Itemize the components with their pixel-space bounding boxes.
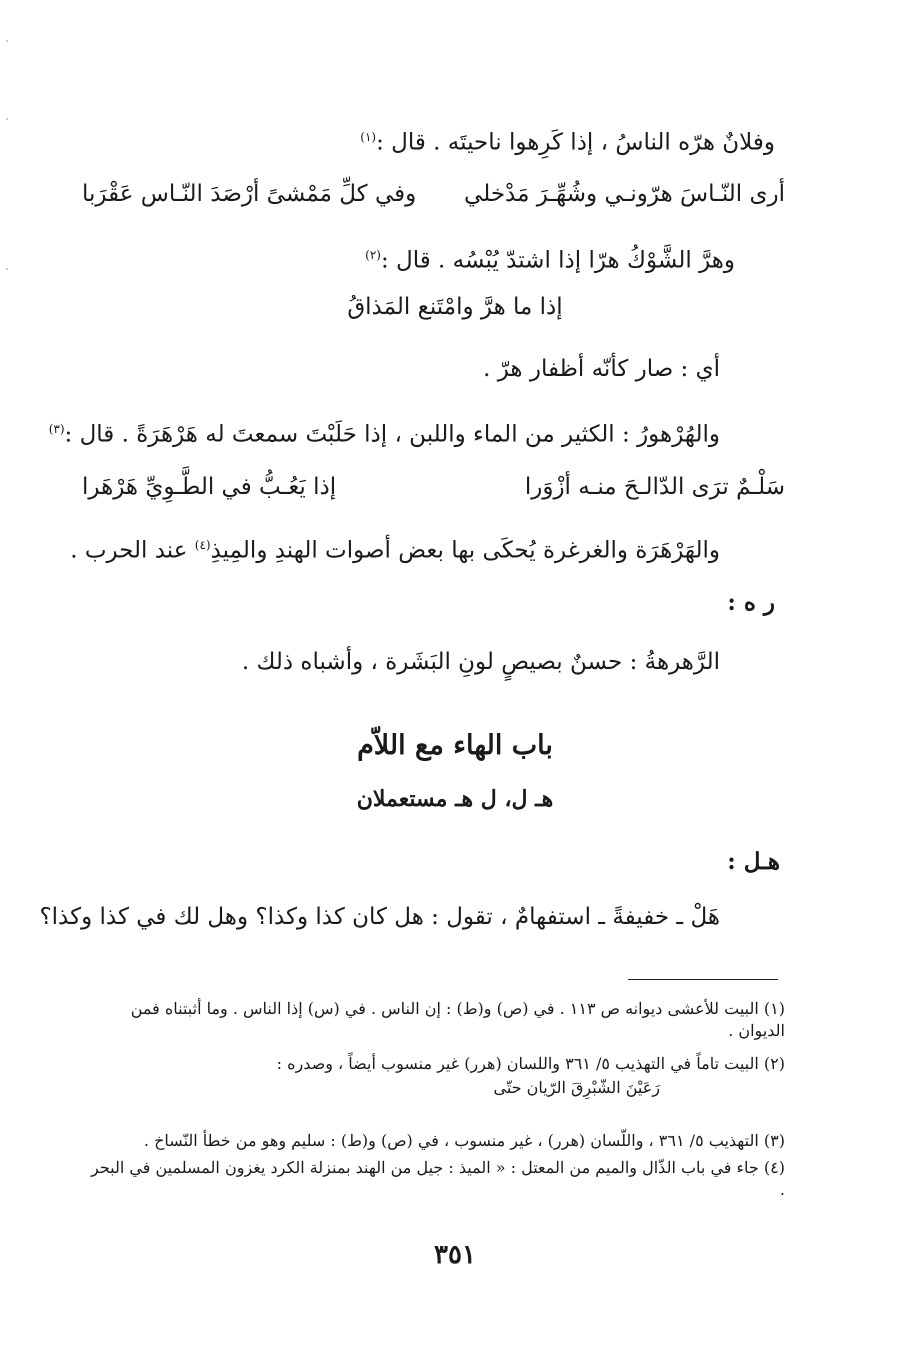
text-line-10: الرَّهرهةُ : حسنٌ بصيصٍ لونِ البَشَرة ، وأشباه ذلك . <box>241 649 720 675</box>
verse-3-second-hemistich: إذا يَعُـبُّ في الطَّـوِيِّ هَرْهَرا <box>82 474 337 500</box>
verse-2: إذا ما هرَّ وامْتَنع المَذاقُ <box>347 294 563 320</box>
footnote-4: (٤) جاء في باب الذّال والميم من المعتل : « الميذ : جيل من الهند بمنزلة الكرد يغزون المسلمين في البحر . <box>91 1158 785 1199</box>
text-line-3: وهرَّ الشَّوْكُ هرّا إذا اشتدّ يُبْسُه . قال :$^{(٢)}$ <box>365 247 735 274</box>
verse-1-first-hemistich: أرى النّـاسَ هرّونـي وشُهِّـرَ مَدْخلي <box>464 181 785 207</box>
footnote-separator <box>628 979 778 980</box>
verse-3-first-hemistich: سَلْـمٌ ترَى الدّالـحَ منـه أزْوَرا <box>524 474 785 500</box>
page-number: ٣٥١ <box>434 1240 476 1270</box>
roots-subheading: هـ ل، ل هـ مستعملان <box>356 786 554 812</box>
footnote-ref-4: (٤) <box>194 538 211 552</box>
footnote-2: (٢) البيت تاماً في التهذيب ٥/ ٣٦١ واللسان (هرر) غير منسوب أيضاً ، وصدره : <box>276 1054 785 1073</box>
footnote-ref-2: (٢) <box>365 248 381 262</box>
text-line-5: أي : صار كأنّه أظفار هرّ . <box>483 356 720 382</box>
root-heading-rh: ر ه : <box>727 589 775 616</box>
footnote-1: (١) البيت للأعشى ديوانه ص ١١٣ . في (ص) و(ط) : إن الناس . في (س) إذا الناس . وما أثبتناه فمن الديوان . <box>130 999 785 1040</box>
verse-1 <box>82 175 785 215</box>
text-line-8: والهَرْهَرَة والغرغرة يُحكَى بها بعض أصوات الهندِ والمِيذِ$^{(٤)}$ عند الحرب . <box>70 537 720 564</box>
scan-speck <box>6 118 8 120</box>
text-line-12: هَلْ ـ خفيفةً ـ استفهامٌ ، تقول : هل كان كذا وكذا؟ وهل لك في كذا وكذا؟ <box>39 904 720 930</box>
footnote-3: (٣) التهذيب ٥/ ٣٦١ ، واللّسان (هرر) ، غير منسوب ، في (ص) و(ط) : سليم وهو من خطأ النّساخ . <box>143 1131 785 1150</box>
verse-1-second-hemistich: وفي كلِّ مَمْشىً أرْصَدَ النّـاس عَقْرَبا <box>82 181 417 207</box>
footnote-ref-1: (١) <box>360 130 377 144</box>
root-heading-hl: هـل : <box>727 848 780 875</box>
text-line-6: والهُرْهورُ : الكثير من الماء واللبن ، إذا حَلَبْتَ سمعتَ له هَرْهَرَةً . قال :$^{(٣)}$ <box>48 421 720 448</box>
scan-speck <box>6 268 8 270</box>
chapter-heading: باب الهاء مع اللاّم <box>357 730 553 761</box>
footnote-ref-3: (٣) <box>48 422 65 436</box>
scan-speck <box>6 40 8 42</box>
text-line-1: وفلانٌ هرّه الناسُ ، إذا كَرِهوا ناحيتَه . قال :$^{(١)}$ <box>360 129 775 156</box>
verse-3 <box>82 468 785 508</box>
footnote-2-verse: رَعَيْنَ الشّبْرِقَ الرّيان حتّى <box>493 1078 660 1097</box>
